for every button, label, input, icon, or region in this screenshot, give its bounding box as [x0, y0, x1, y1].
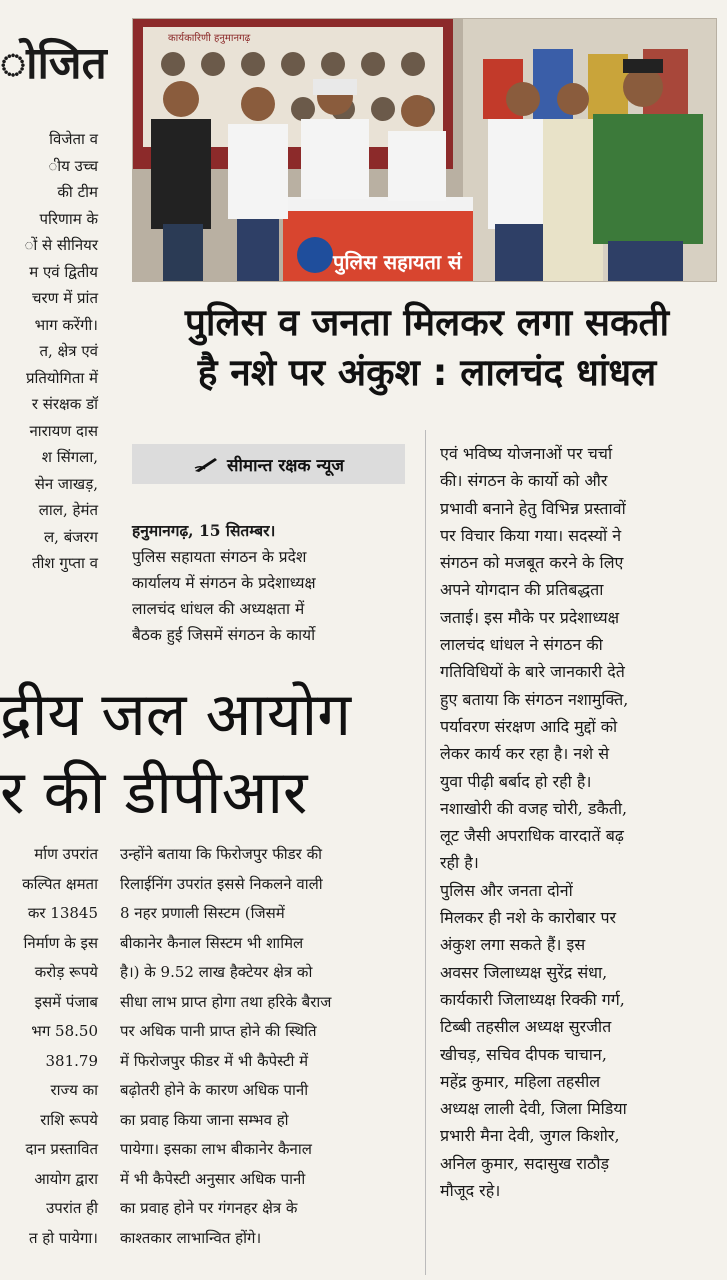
left-top-column: [0, 126, 98, 577]
column-divider: [425, 430, 426, 1275]
text-line: पायेगा। इसका लाभ बीकानेर कैनाल: [120, 1140, 312, 1158]
text-line: लाल, हेमंत: [38, 501, 98, 519]
text-line: तीश गुप्ता व: [31, 554, 98, 572]
text-line: लेकर कार्य कर रहा है। नशे से: [440, 744, 610, 764]
text-line: पर विचार किया गया। सदस्यों ने: [440, 525, 622, 545]
dateline: हनुमानगढ़, 15 सितम्बर।: [132, 521, 276, 540]
article-middle-column: [132, 518, 407, 644]
text-line: उन्होंने बताया कि फिरोजपुर फीडर की: [120, 845, 322, 863]
text-line: प्रतियोगिता में: [25, 368, 98, 387]
headline-line-1: पुलिस व जनता मिलकर लगा सकती: [184, 301, 670, 344]
banner-text: पुलिस सहायता सं: [333, 250, 462, 274]
text-line: मिलकर ही नशे के कारोबार पर: [440, 908, 617, 928]
text-line: में भी कैपेस्टी अनुसार अधिक पानी: [120, 1169, 306, 1188]
text-line: अध्यक्ष लाली देवी, जिला मिडिया: [440, 1099, 627, 1119]
text-line: त, क्षेत्र एवं: [39, 342, 98, 360]
text-line: कार्यालय में संगठन के प्रदेशाध्यक्ष: [132, 574, 316, 592]
text-line: अवसर जिलाध्यक्ष सुरेंद्र संधा,: [440, 962, 608, 982]
text-line: ों से सीनियर: [24, 236, 98, 254]
left-headline-fragment: ोजित: [0, 38, 107, 89]
text-line: निर्माण के इस: [23, 933, 98, 952]
text-line: टिब्बी तहसील अध्यक्ष सुरजीत: [440, 1017, 612, 1037]
text-line: भाग करेंगी।: [34, 315, 98, 334]
group-photo-illustration: [133, 19, 716, 281]
text-line: राज्य का: [50, 1081, 98, 1099]
text-line: परिणाम के: [39, 209, 98, 228]
text-line: नशाखोरी की वजह चोरी, डकैती,: [440, 798, 628, 818]
text-line: जताई। इस मौके पर प्रदेशाध्यक्ष: [440, 607, 620, 627]
text-line: हुए बताया कि संगठन नशामुक्ति,: [440, 689, 629, 709]
text-line: प्रभावी बनाने हेतु विभिन्न प्रस्तावों: [440, 498, 626, 518]
text-line: श सिंगला,: [41, 448, 98, 466]
pen-icon: [193, 455, 219, 473]
text-line: नारायण दास: [29, 421, 98, 440]
second-headline-line-1: द्रीय जल आयोग: [0, 680, 351, 750]
text-line: दान प्रस्तावित: [25, 1140, 98, 1158]
text-line: अपने योगदान की प्रतिबद्धता: [440, 580, 604, 600]
strip-text: कार्यकारिणी हनुमानगढ़: [168, 33, 251, 44]
text-line: र्माण उपरांत: [34, 845, 98, 863]
text-line: का प्रवाह किया जाना सम्भव हो: [120, 1110, 289, 1129]
text-line: रिलाईनिंग उपरांत इससे निकलने वाली: [120, 874, 323, 893]
text-line: युवा पीढ़ी बर्बाद हो रही है।: [440, 771, 592, 791]
text-line: लालचंद धांधल ने संगठन की: [440, 635, 603, 655]
text-line: सीधा लाभ प्राप्त होगा तथा हरिके बैराज: [120, 992, 332, 1011]
text-line: बढ़ोतरी होने के कारण अधिक पानी: [120, 1081, 309, 1099]
text-line: एवं भविष्य योजनाओं पर चर्चा: [440, 444, 613, 463]
second-headline-line-2: र की डीपीआर: [0, 758, 308, 828]
text-line: 8 नहर प्रणाली सिस्टम (जिसमें: [120, 904, 285, 922]
second-story-middle-column: [120, 840, 408, 1253]
text-line: म एवं द्वितीय: [29, 262, 98, 281]
text-line: मौजूद रहे।: [440, 1181, 501, 1201]
text-line: में फिरोजपुर फीडर में भी कैपेस्टी में: [120, 1051, 309, 1070]
text-line: अनिल कुमार, सदासुख राठौड़: [440, 1153, 610, 1173]
text-line: उपरांत ही: [46, 1199, 98, 1217]
text-line: गतिविधियों के बारे जानकारी देते: [440, 662, 625, 682]
text-line: पर्यावरण संरक्षण आदि मुद्दों को: [440, 716, 618, 736]
text-line: बैठक हुई जिसमें संगठन के कार्यो: [132, 626, 316, 644]
text-line: कार्यकारी जिलाध्यक्ष रिक्की गर्ग,: [440, 989, 625, 1009]
second-story-left-column: [0, 840, 98, 1253]
text-line: पुलिस सहायता संगठन के प्रदेश: [132, 548, 307, 566]
headline-line-2: है नशे पर अंकुश : लालचंद धांधल: [197, 351, 657, 394]
text-line: बीकानेर कैनाल सिस्टम भी शामिल: [120, 933, 304, 952]
text-line: है।) के 9.52 लाख हैक्टेयर क्षेत्र को: [120, 963, 313, 981]
text-line: राशि रूपये: [40, 1110, 98, 1129]
second-story-headline: [0, 676, 420, 832]
text-line: आयोग द्वारा: [34, 1169, 98, 1188]
text-line: अंकुश लगा सकते हैं। इस: [440, 935, 586, 955]
text-line: ल, बंजरग: [44, 527, 98, 546]
text-line: लूट जैसी अपराधिक वारदातें बढ़: [440, 826, 624, 846]
text-line: र संरक्षक डॉ: [31, 395, 98, 413]
text-line: खीचड़, सचिव दीपक चाचान,: [440, 1044, 607, 1064]
text-line: विजेता व: [49, 130, 98, 148]
text-line: की। संगठन के कार्यो को और: [440, 471, 608, 491]
text-line: की टीम: [57, 183, 98, 201]
text-line: पर अधिक पानी प्राप्त होने की स्थिति: [120, 1022, 317, 1040]
article-right-column: [440, 440, 722, 1204]
text-line: रही है।: [440, 853, 479, 873]
article-headline: [132, 298, 722, 398]
text-line: चरण में प्रांत: [32, 289, 98, 307]
text-line: पुलिस और जनता दोनों: [440, 880, 573, 900]
text-line: त हो पायेगा।: [28, 1228, 98, 1247]
news-photo: [132, 18, 717, 282]
text-line: लालचंद धांधल की अध्यक्षता में: [132, 600, 305, 618]
text-line: इसमें पंजाब: [34, 992, 98, 1011]
text-line: भग 58.50: [31, 1022, 98, 1040]
text-line: ीय उच्च: [48, 156, 98, 175]
text-line: सेन जाखड़,: [34, 474, 98, 493]
text-line: करोड़ रूपये: [34, 963, 98, 981]
text-line: का प्रवाह होने पर गंगनहर क्षेत्र के: [120, 1199, 298, 1217]
text-line: 381.79: [45, 1051, 98, 1070]
byline-text: सीमान्त रक्षक न्यूज: [227, 455, 344, 476]
text-line: कर 13845: [27, 904, 98, 922]
text-line: काश्तकार लाभान्वित होंगे।: [120, 1228, 262, 1247]
text-line: प्रभारी मैना देवी, जुगल किशोर,: [440, 1126, 620, 1146]
byline-box: [132, 444, 405, 484]
text-line: संगठन को मजबूत करने के लिए: [440, 553, 624, 573]
text-line: कल्पित क्षमता: [22, 874, 98, 893]
text-line: महेंद्र कुमार, महिला तहसील: [440, 1071, 601, 1091]
